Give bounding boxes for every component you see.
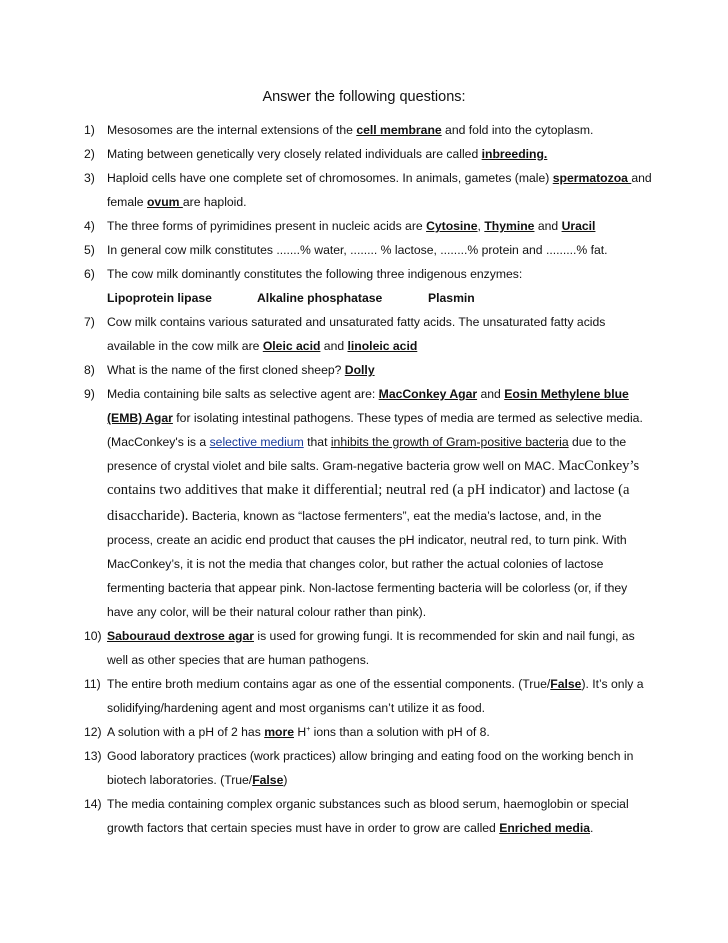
question-text: and <box>320 339 348 353</box>
question-text: ) <box>283 773 288 787</box>
question-text: due to the <box>568 435 627 449</box>
answer: Dolly <box>344 363 375 377</box>
question-number: 8) <box>84 363 95 377</box>
question-text: The cow milk dominantly constitutes the following three indigenous enzymes: <box>107 267 523 281</box>
question-text: ions than a solution with pH of 8. <box>310 725 490 739</box>
question-text: is used for growing fungi. It is recommended for skin and nail fungi, as <box>253 629 635 643</box>
question-text: Haploid cells have one complete set of chromosomes. In animals, gametes (male) <box>107 171 553 185</box>
question-text: Cow milk contains various saturated and unsaturated fatty acids. The unsaturated fatty acids <box>107 315 606 329</box>
answer: ovum <box>146 195 183 209</box>
answer: False <box>252 773 284 787</box>
question-text: The three forms of pyrimidines present in nucleic acids are <box>107 219 427 233</box>
question-number: 4) <box>84 219 95 233</box>
answer: Sabouraud dextrose agar <box>107 629 254 643</box>
question-text: solidifying/hardening agent and most organisms can’t utilize it as food. <box>107 701 486 715</box>
question-text: Media containing bile salts as selective agent are: <box>107 387 379 401</box>
serif-text: MacConkey’s <box>558 458 640 474</box>
enzyme-2: Alkaline phosphatase <box>257 291 383 305</box>
question-text: presence of crystal violet and bile salts. Gram-negative bacteria grow well on MAC. <box>107 459 559 473</box>
question-text: process, create an acidic end product that causes the pH indicator, neutral red, to turn pink. With <box>107 533 627 547</box>
question-text: well as other species that are human pathogens. <box>107 653 370 667</box>
question-text: growth factors that certain species must have in order to grow are called <box>107 821 500 835</box>
question-number: 7) <box>84 315 95 329</box>
question-number: 1) <box>84 123 95 137</box>
question-text: Mesosomes are the internal extensions of the <box>107 123 357 137</box>
serif-text: contains two additives that make it differential; neutral red (a pH indicator) and lactose (a <box>107 482 630 498</box>
answer: Eosin Methylene blue <box>504 387 629 401</box>
question-text: and <box>477 387 505 401</box>
question-text: MacConkey’s, it is not the media that changes color, but rather the actual colonies of lactose <box>107 557 604 571</box>
question-text: Mating between genetically very closely related individuals are called <box>107 147 482 161</box>
answer: False <box>550 677 582 691</box>
question-number: 12) <box>84 725 102 739</box>
answer: Uracil <box>561 219 596 233</box>
superscript: + <box>306 725 311 733</box>
answer: more <box>264 725 294 739</box>
question-text: A solution with a pH of 2 has <box>107 725 265 739</box>
answer: inbreeding. <box>481 147 548 161</box>
answer: Thymine <box>484 219 535 233</box>
question-text: and <box>631 171 652 185</box>
question-text: and fold into the cytoplasm. <box>441 123 594 137</box>
question-text: available in the cow milk are <box>107 339 263 353</box>
question-text: In general cow milk constitutes .......% water, ........ % lactose, ........% protein and .........% fat. <box>107 243 608 257</box>
answer: Oleic acid <box>262 339 321 353</box>
question-text: are haploid. <box>182 195 247 209</box>
answer: (EMB) Agar <box>107 411 173 425</box>
serif-text: disaccharide). <box>107 508 189 524</box>
question-number: 11) <box>84 677 101 691</box>
question-number: 5) <box>84 243 95 257</box>
question-text: for isolating intestinal pathogens. These types of media are termed as selective media. <box>172 411 643 425</box>
answer: linoleic acid <box>347 339 418 353</box>
question-number: 3) <box>84 171 95 185</box>
question-text: Good laboratory practices (work practices) allow bringing and eating food on the working bench in <box>107 749 634 763</box>
question-text: ). It’s only a <box>581 677 644 691</box>
question-number: 9) <box>84 387 95 401</box>
answer: cell membrane <box>356 123 442 137</box>
underlined-text: inhibits the growth of Gram-positive bacteria <box>330 435 569 449</box>
question-text: The entire broth medium contains agar as one of the essential components. (True/ <box>107 677 551 691</box>
question-text: What is the name of the first cloned sheep? <box>107 363 345 377</box>
selective-medium-link[interactable]: selective medium <box>209 435 304 449</box>
question-number: 13) <box>84 749 102 763</box>
question-text: (MacConkey's is a <box>107 435 210 449</box>
question-number: 6) <box>84 267 95 281</box>
question-text: that <box>303 435 331 449</box>
question-number: 10) <box>84 629 102 643</box>
question-number: 2) <box>84 147 95 161</box>
question-text: have any color, will be their natural colour rather than pink). <box>107 605 427 619</box>
page-title: Answer the following questions: <box>262 89 466 105</box>
separator: , <box>477 219 485 233</box>
question-text: . <box>590 821 594 835</box>
question-text: The media containing complex organic substances such as blood serum, haemoglobin or special <box>107 797 629 811</box>
enzyme-1: Lipoprotein lipase <box>107 291 212 305</box>
answer: spermatozoa <box>552 171 632 185</box>
question-number: 14) <box>84 797 102 811</box>
answer: Cytosine <box>426 219 478 233</box>
question-text: H <box>294 725 307 739</box>
answer: MacConkey Agar <box>378 387 478 401</box>
question-text: biotech laboratories. (True/ <box>107 773 253 787</box>
separator: and <box>534 219 562 233</box>
enzyme-3: Plasmin <box>428 291 475 305</box>
answer: Enriched media <box>499 821 590 835</box>
question-text: Bacteria, known as “lactose fermenters”, eat the media’s lactose, and, in the <box>188 509 602 523</box>
question-text: female <box>107 195 147 209</box>
question-text: fermenting bacteria that appear pink. Non-lactose fermenting bacteria will be colorless (or, if they <box>107 581 628 595</box>
